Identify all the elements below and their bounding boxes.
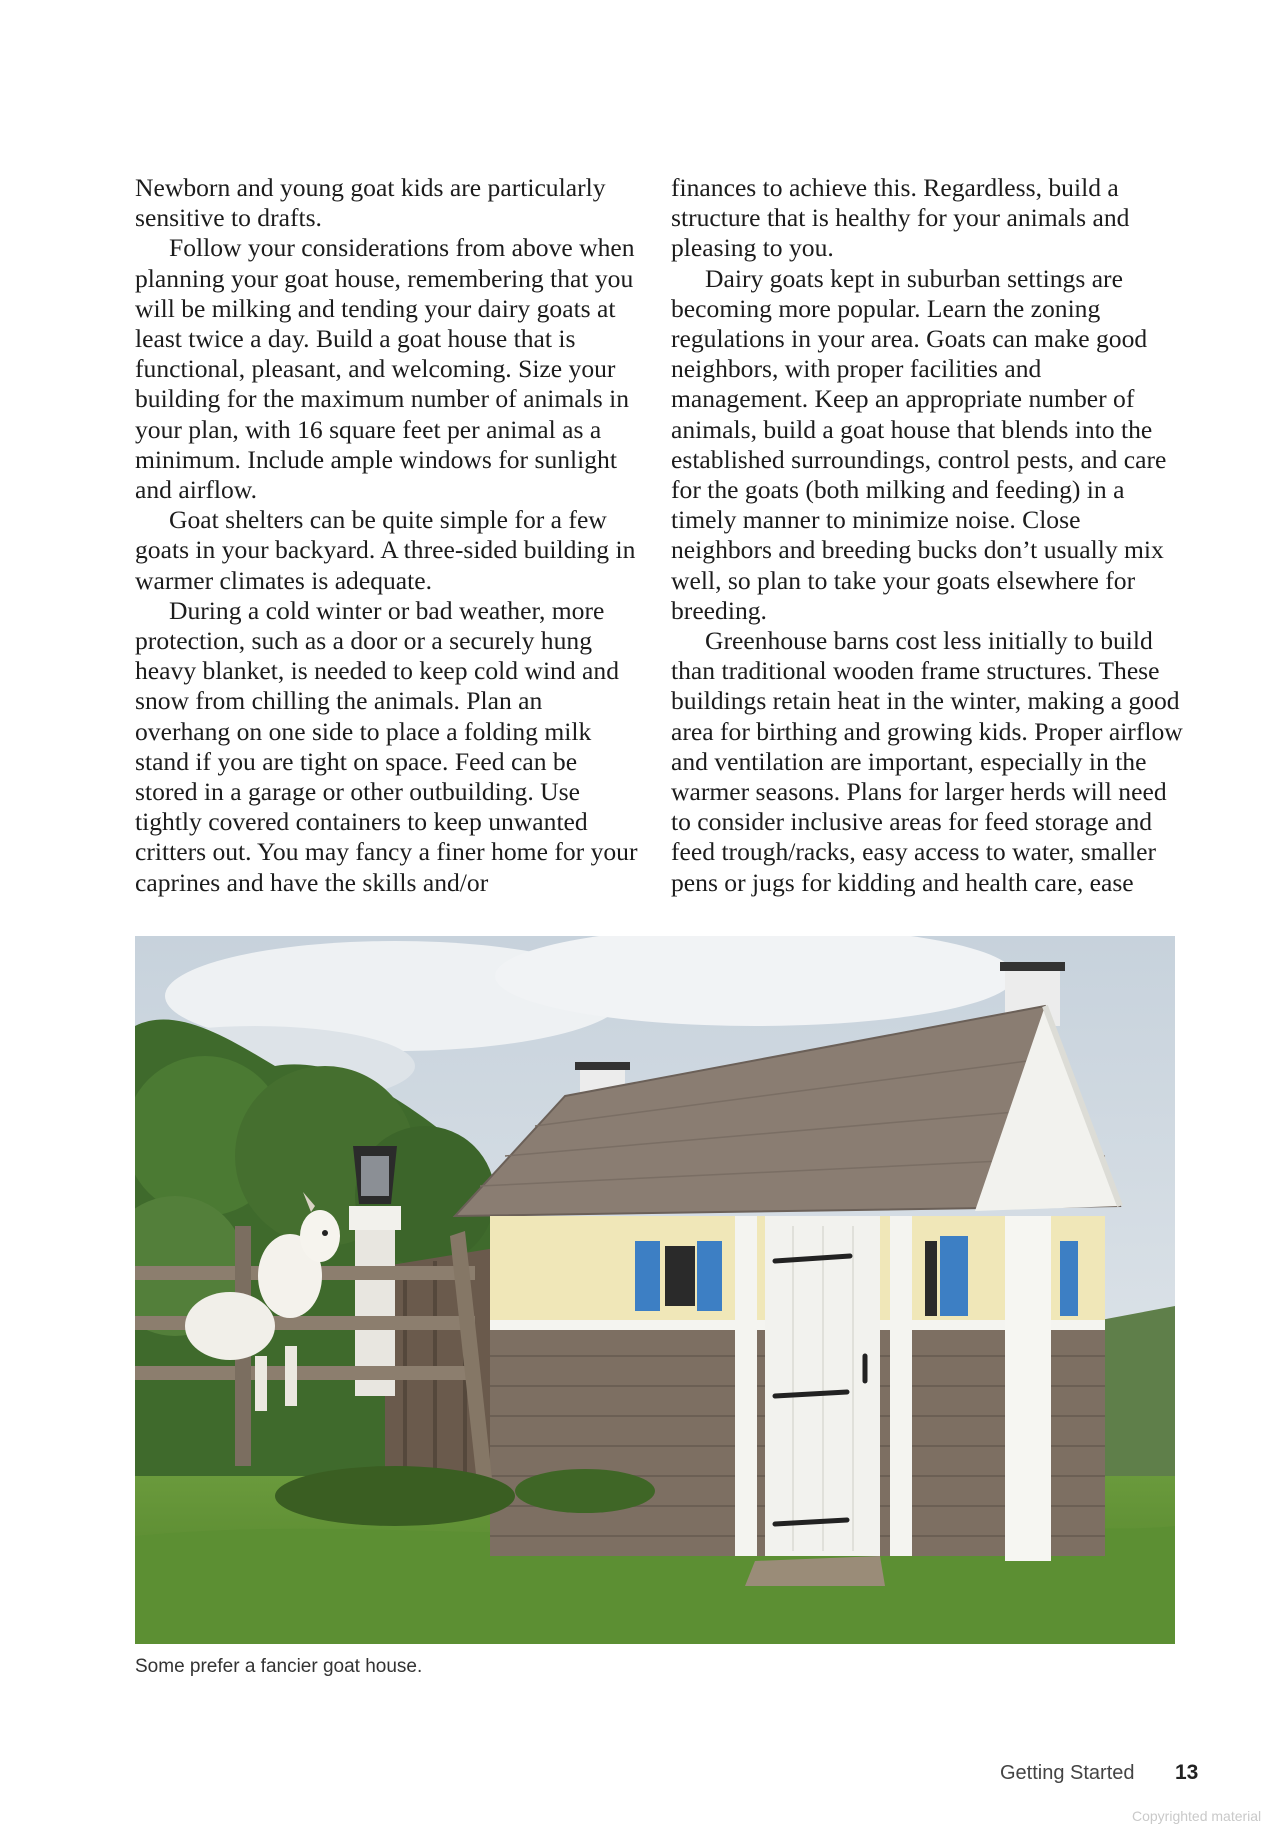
paragraph: Follow your considerations from above when planning your goat house, remembering that you will be milking and tending your dairy goats at least twice a day. Build a goat house that is functional, pleasant, and welcoming. Size your building for the maximum number of animals in your plan, with 16 square feet per animal as a minimum. Include ample windows for sunlight and airflow. [135, 233, 635, 505]
goat-house-photo [135, 936, 1175, 1644]
right-text-column [671, 173, 1183, 898]
copyright-notice: Copyrighted material [1132, 1808, 1262, 1824]
paragraph: Newborn and young goat kids are particularly sensitive to drafts. [135, 173, 606, 233]
photo-caption: Some prefer a fancier goat house. [135, 1656, 423, 1677]
page-number: 13 [1175, 1761, 1199, 1784]
paragraph: Goat shelters can be quite simple for a few goats in your backyard. A three-sided building in warmer climates is adequate. [135, 505, 636, 595]
paragraph: finances to achieve this. Regardless, build a structure that is healthy for your animals and pleasing to you. [671, 173, 1130, 263]
paragraph: During a cold winter or bad weather, more protection, such as a door or a securely hung heavy blanket, is needed to keep cold wind and snow from chilling the animals. Plan an overhang on one side to place a folding milk stand if you are tight on space. Feed can be stored in a garage or other outbuilding. Use tightly covered containers to keep unwanted critters out. You may fancy a finer home for your caprines and have the skills and/or [135, 595, 638, 897]
paragraph: Dairy goats kept in suburban settings are becoming more popular. Learn the zoning regulations in your area. Goats can make good neighbors, with proper facilities and management. Keep an appropriate number of animals, build a goat house that blends into the established surroundings, control pests, and care for the goats (both milking and feeding) in a timely manner to minimize noise. Close neighbors and breeding bucks don’t usually mix well, so plan to take your goats elsewhere for breeding. [671, 263, 1167, 625]
left-text-column [135, 173, 640, 898]
running-footer-section: Getting Started [1000, 1762, 1135, 1784]
paragraph: Greenhouse barns cost less initially to build than traditional wooden frame structures. These buildings retain heat in the winter, making a good area for birthing and growing kids. Proper airflow and ventilation are important, especially in the warmer seasons. Plans for larger herds will need to consider inclusive areas for feed storage and feed trough/racks, easy access to water, smaller pens or jugs for kidding and health care, ease [671, 626, 1183, 897]
